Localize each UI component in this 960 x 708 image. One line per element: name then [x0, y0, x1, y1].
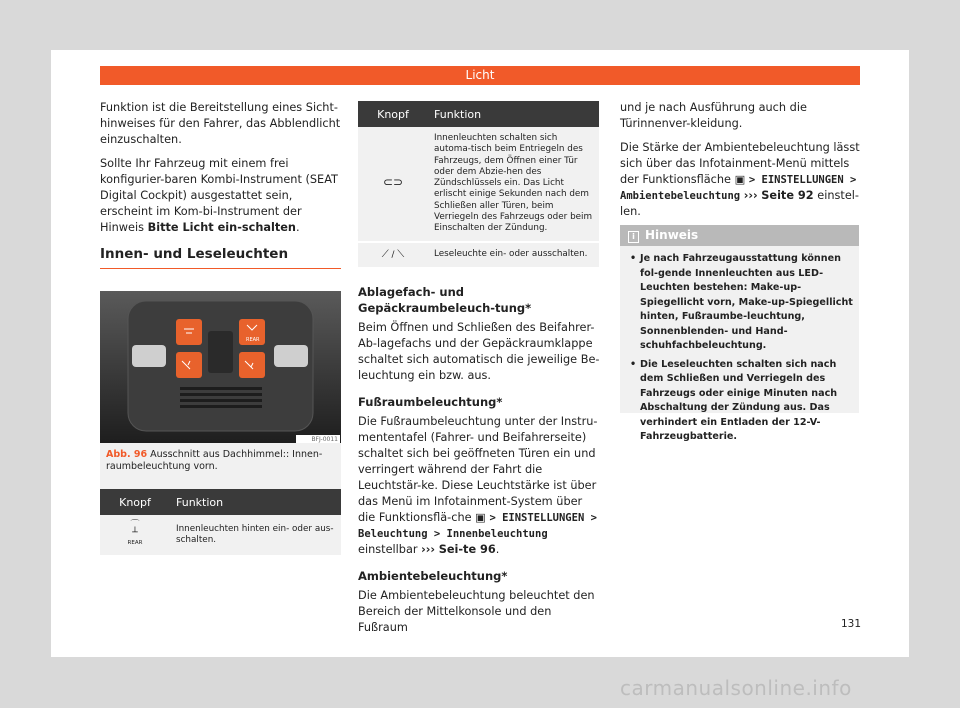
infotainment-icon: ▣: [475, 511, 486, 524]
rear-icon-label: REAR: [127, 540, 143, 546]
table-row: [358, 242, 599, 268]
reading-light-right-icon: ⟍: [397, 248, 405, 260]
door-light-icon: ⊂⊃: [382, 175, 404, 190]
column-header-funktion: Funktion: [428, 101, 599, 127]
middle-column: [358, 284, 600, 644]
chapter-header: Licht: [100, 66, 860, 85]
page-reference: Sei-te 96: [438, 543, 496, 556]
reference-arrow: ›››: [743, 189, 758, 202]
list-item: • Die Leseleuchten schalten sich nach dem Schließen und Verriegeln des Fahrzeugs oder einige Minuten nach Abschaltung der Zündung aus. Das verhindert ein Entladen der 12-V-Fahrzeugbatterie.: [630, 358, 853, 445]
menu-path: > EINSTELLUNGEN > Beleuchtung > Innenbeleuchtung: [358, 512, 597, 540]
column-header-funktion: Funktion: [170, 489, 341, 515]
paragraph: Die Ambientebeleuchtung beleuchtet den Bereich der Mittelkonsole und den Fußraum: [358, 589, 595, 634]
photo-code: BFJ-0011: [311, 436, 338, 443]
right-column: [620, 100, 860, 228]
left-key-table: [100, 489, 341, 557]
reading-light-left-icon: ⟋: [381, 248, 389, 260]
column-header-knopf: Knopf: [358, 101, 428, 127]
ceiling-console-photo: [100, 291, 341, 443]
table-row: [358, 127, 599, 242]
section-divider: [100, 268, 341, 269]
figure-number: Abb. 96: [106, 449, 148, 460]
icon-separator: /: [391, 249, 395, 260]
table-row: [100, 515, 341, 556]
page-reference: Seite 92: [761, 189, 814, 202]
column-header-knopf: Knopf: [100, 489, 170, 515]
left-column: [100, 100, 341, 269]
paragraph: Sollte Ihr Fahrzeug mit einem frei konfigurier-baren Kombi-Instrument (SEAT Digital Cockpit) ausgestattet sein, erscheint im Kom-bi-Instrument der Hinweis Bitte Licht ein-schalten.: [100, 157, 338, 234]
section-title: Innen- und Leseleuchten: [100, 246, 289, 262]
reference-arrow: ›››: [421, 543, 436, 556]
subheading: Ambientebeleuchtung*: [358, 569, 508, 583]
hint-text: Bitte Licht ein-schalten: [147, 221, 296, 234]
paragraph: Die Fußraumbeleuchtung unter der Instru-mententafel (Fahrer- und Beifahrerseite) schaltet sich bei geöffneten Türen ein und verringert während der Fahrt die Leuchtstär-ke. Diese Leuchtstärke ist über das Menü im Infotainment-System über die Funktionsflä-che ▣ > EINSTELLUNGEN > Beleuchtung > Innenbeleuchtung einstellbar ››› Sei-te 96.: [358, 415, 598, 556]
svg-text:REAR: REAR: [246, 337, 260, 343]
function-text: Leseleuchte ein- oder ausschalten.: [428, 242, 599, 268]
page-number: 131: [841, 618, 862, 630]
subheading: Ablagefach- und Gepäckraumbeleuch-tung*: [358, 285, 532, 315]
rear-light-icon: ⌒ ┴: [130, 520, 140, 538]
caption-text: Ausschnitt aus Dachhimmel:: Innen-raumbeleuchtung vorn.: [106, 449, 323, 472]
hint-title: Hinweis: [645, 228, 699, 242]
subheading: Fußraumbeleuchtung*: [358, 395, 503, 409]
menu-path: > EINSTELLUNGEN > Ambientebeleuchtung: [620, 174, 857, 202]
paragraph: Funktion ist die Bereitstellung eines Sicht-hinweises für den Fahrer, das Abblendlicht einzuschalten.: [100, 101, 341, 146]
hint-box: [620, 225, 859, 442]
function-text: Innenleuchten hinten ein- oder aus-schalten.: [170, 515, 341, 556]
paragraph: und je nach Ausführung auch die Türinnenver-kleidung.: [620, 101, 807, 130]
hint-list: [620, 252, 859, 445]
figure-caption: [100, 443, 341, 489]
info-icon: i: [628, 231, 639, 243]
paragraph: Beim Öffnen und Schließen des Beifahrer-Ab-lagefachs und der Gepäckraumklappe schaltet sich automatisch die jeweilige Be-leuchtung ein bzw. aus.: [358, 321, 600, 382]
list-item: • Je nach Fahrzeugausstattung können fol-gende Innenleuchten aus LED-Leuchten bestehen: Make-up-Spiegellicht vorn, Make-up-Spiegellicht hinten, Fußraumbe-leuchtung, Sonnenblenden- und Hand-schuhfachbeleuchtung.: [630, 252, 853, 354]
paragraph: Die Stärke der Ambientebeleuchtung lässt sich über das Infotainment-Menü mittels der Funktionsfläche ▣ > EINSTELLUNGEN > Ambientebeleuchtung ››› Seite 92 einstel-len.: [620, 141, 860, 218]
watermark: carmanualsonline.info: [620, 676, 852, 700]
function-text: Innenleuchten schalten sich automa-tisch beim Entriegeln des Fahrzeugs, dem Öffnen einer Tür oder dem Abzie-hen des Zündschlüssels ein. Das Licht erlischt einige Sekunden nach dem Schließen aller Türen, beim Verriegeln des Fahrzeugs oder beim Einschalten der Zündung.: [428, 127, 599, 242]
middle-key-table: [358, 101, 599, 269]
infotainment-icon: ▣: [734, 173, 746, 186]
